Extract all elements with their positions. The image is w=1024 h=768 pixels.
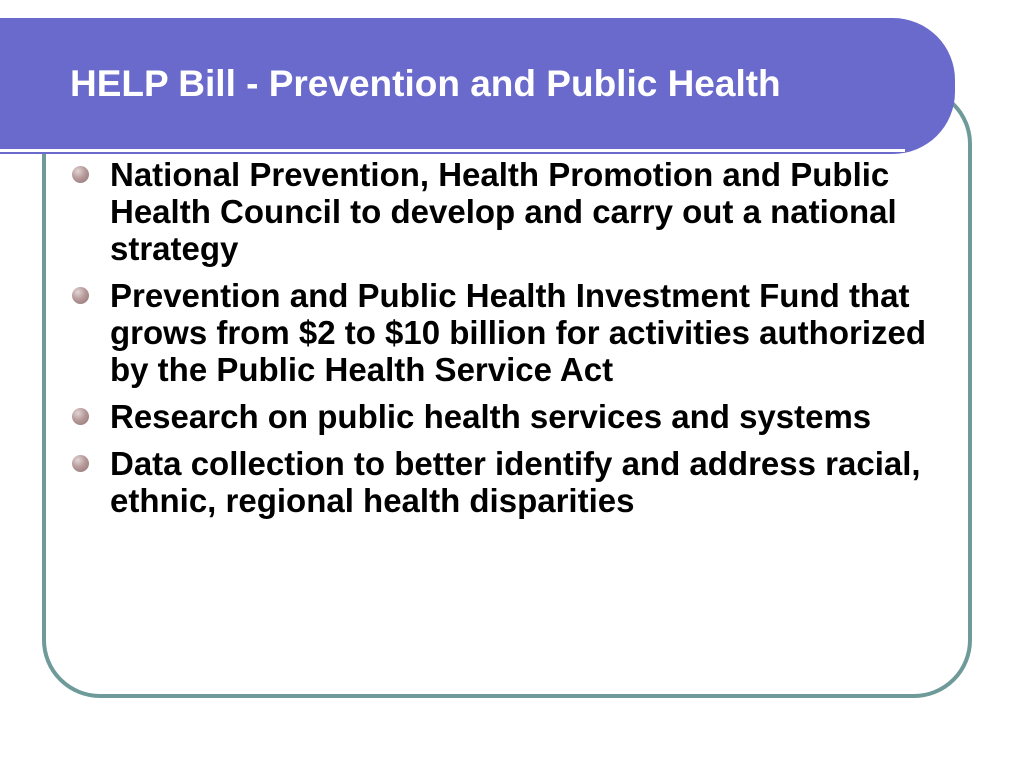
bullet-text: Prevention and Public Health Investment Fund that grows from $2 to $10 billion for activities authorized by the Public Health Service Act (110, 277, 926, 388)
bullet-text: Research on public health services and systems (110, 398, 872, 435)
bullet-dot-icon (72, 455, 89, 472)
bullet-dot-icon (72, 408, 89, 425)
bullet-dot-icon (72, 166, 89, 183)
bullet-list (70, 156, 970, 529)
bullet-item (70, 445, 970, 519)
bullet-item (70, 398, 970, 435)
bullet-item (70, 156, 970, 267)
bullet-item (70, 277, 970, 388)
title-underline (0, 149, 905, 152)
slide-title: HELP Bill - Prevention and Public Health (70, 63, 781, 104)
bullet-text: Data collection to better identify and address racial, ethnic, regional health disparities (110, 445, 921, 519)
bullet-text: National Prevention, Health Promotion and Public Health Council to develop and carry out a national strategy (110, 156, 897, 267)
bullet-dot-icon (72, 287, 89, 304)
